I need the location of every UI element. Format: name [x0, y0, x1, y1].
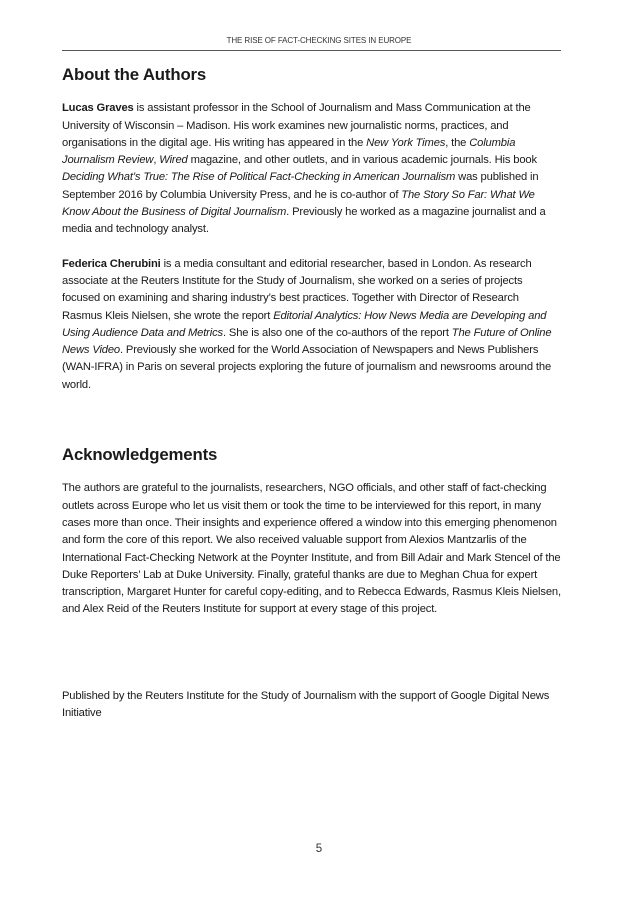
acknowledgements-heading: Acknowledgements	[62, 445, 218, 465]
graves-bio-text-1: is assistant professor in the School of Journalism and Mass Communication at the University of Wisconsin – Madison. His work examines new journalistic norms, practices, and organisations in the digital age. His writing has appeared in the	[62, 102, 531, 149]
spacer	[62, 619, 561, 688]
acknowledgements-body: The authors are grateful to the journalists, researchers, NGO officials, and other staff of fact-checking outlets across Europe who let us visit them or took the time to be interviewed for this report, in many cases more than once. Their insights and experience offered a window into this emerging phenomenon and form the core of this report. We also received valuable support from Alexios Mantzarlis of the International Fact-Checking Network at the Poynter Institute, and from Bill Adair and Mark Stencel of the Duke Reporters’ Lab at Duke University. Finally, grateful thanks are due to Meghan Chua for expert transcription, Margaret Hunter for careful copy-editing, and to Rebecca Edwards, Rasmus Kleis Nielsen, and Alex Reid of the Reuters Institute for support at every stage of this project.	[62, 482, 561, 616]
graves-bio-text-6: . Previously he worked as a magazine journalist and a media and technology analyst.	[62, 206, 546, 236]
about-authors-heading: About the Authors	[62, 65, 207, 84]
published-by-note: Published by the Reuters Institute for the Study of Journalism with the support of Google Digital News Initiative	[62, 689, 550, 720]
spacer	[62, 394, 561, 446]
cherubini-name: Federica Cherubini	[62, 257, 161, 270]
cherubini-bio-text-1: is a media consultant and editorial researcher, based in London. As research associate at the Reuters Institute for the Study of Journalism, she worked on a series of projects focused on examining and sharing industry’s best practices. Together with Director of Research Rasmus Kleis Nielsen, she wrote the report	[62, 257, 532, 322]
graves-bio-text-2: , the	[445, 136, 470, 149]
cherubini-bio-text-3: . Previously she worked for the World Association of Newspapers and News Publishers (WAN-IFRA) in Paris on several projects exploring the future of journalism and newsrooms around the world.	[62, 344, 552, 391]
graves-publication-cjr: Columbia Journalism Review	[62, 136, 516, 167]
graves-bio	[62, 100, 561, 238]
running-header: THE RISE OF FACT-CHECKING SITES IN EUROPE	[226, 36, 412, 45]
page-content	[62, 66, 561, 722]
spacer	[62, 83, 561, 100]
graves-bio-text-3: ,	[153, 154, 160, 167]
graves-book-title: Deciding What’s True: The Rise of Political Fact-Checking in American Journalism	[62, 171, 456, 184]
graves-name: Lucas Graves	[62, 102, 134, 115]
cherubini-report-editorial-analytics: Editorial Analytics: How News Media are Developing and Using Audience Data and Metrics	[62, 309, 547, 339]
spacer	[62, 463, 561, 480]
page-number: 5	[315, 843, 323, 855]
graves-bio-text-5: was published in September 2016 by Columbia University Press, and he is co-author of	[62, 171, 539, 201]
header-rule	[62, 50, 561, 51]
cherubini-report-online-news-video: The Future of Online News Video	[62, 326, 552, 357]
cherubini-bio	[62, 256, 561, 394]
graves-coauthored-title: The Story So Far: What We Know About the Business of Digital Journalism	[62, 188, 535, 219]
graves-publication-wired: Wired	[159, 154, 188, 167]
spacer	[62, 239, 561, 256]
graves-publication-nyt: New York Times	[366, 136, 446, 149]
cherubini-bio-text-2: . She is also one of the co-authors of the report	[222, 326, 452, 339]
graves-bio-text-4: magazine, and other outlets, and in various academic journals. His book	[187, 154, 537, 167]
